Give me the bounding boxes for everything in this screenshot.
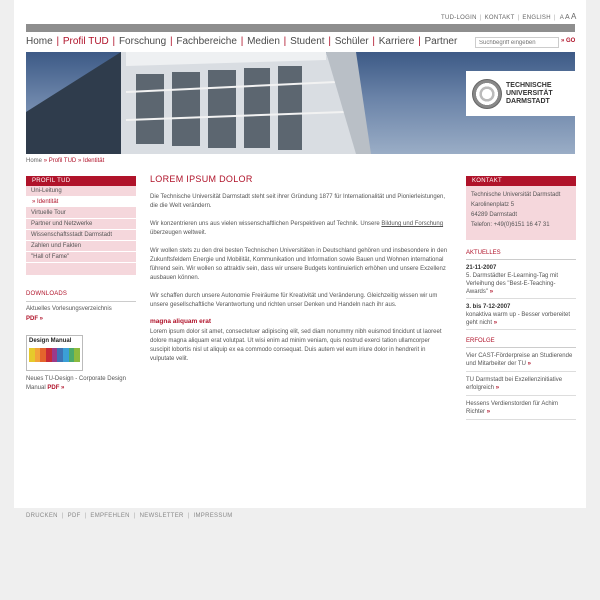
news-date: 21-11-2007 xyxy=(466,265,497,271)
erfolge-text: Vier CAST-Förderpreise an Studierende und Mitarbeiter der TU xyxy=(466,353,573,367)
logo-line-3: DARMSTADT xyxy=(506,97,550,105)
design-manual-title: Design Manual xyxy=(29,338,72,344)
news-item[interactable] xyxy=(466,299,576,330)
footer-link-newsletter[interactable]: NEWSLETTER xyxy=(139,513,184,519)
breadcrumb-current: Identität xyxy=(82,158,105,164)
main-content xyxy=(150,174,451,364)
contact-header: KONTAKT xyxy=(466,176,576,186)
sidebar-item-hall-of-fame[interactable]: "Hall of Fame" xyxy=(26,252,136,263)
footer-link-drucken[interactable]: DRUCKEN xyxy=(26,513,58,519)
news-text: 5. Darmstädter E-Learning-Tag mit Verleihung des "Best-E-Teaching-Awards" xyxy=(466,273,559,295)
sidebar-item-virtuelle-tour[interactable]: Virtuelle Tour xyxy=(26,208,136,219)
breadcrumb xyxy=(26,158,104,164)
font-size-medium-button[interactable]: A xyxy=(565,14,571,21)
logo-line-2: UNIVERSITÄT xyxy=(506,89,553,97)
contact-line: 64289 Darmstadt xyxy=(471,212,518,218)
footer-separator: | xyxy=(61,513,64,519)
design-manual-caption-text[interactable]: Neues TU-Design - Corporate Design Manual xyxy=(26,376,126,391)
header-bar xyxy=(26,24,575,32)
separator: | xyxy=(553,15,556,21)
paragraph-1: Die Technische Universität Darmstadt steht seit ihrer Gründung 1877 für Internationalität und Pionierleistungen, die die Welt verändern. xyxy=(150,194,446,209)
font-size-large-button[interactable]: A xyxy=(571,12,577,21)
news-item[interactable] xyxy=(466,260,576,299)
paragraph-3: Wir wollen stets zu den drei besten Technischen Universitäten in Deutschland gehören und insbesondere in den Zukunftsfeldern Energie und Mobilität, Kommunikation und Information sowie Bauen und Wohnen international führend sein. Wir wollen so attraktiv sein, dass wir unsere Budgets kontinuierlich erhöhen und unsere Exzellenz ausbauen können. xyxy=(150,248,448,281)
sidebar-item-partner[interactable]: Partner und Netzwerke xyxy=(26,219,136,230)
footer-nav xyxy=(26,513,233,519)
color-swatch xyxy=(74,348,80,362)
tud-login-link[interactable]: TUD-LOGIN xyxy=(441,15,477,21)
chevron-right-icon: » xyxy=(495,385,500,391)
nav-item-home[interactable]: Home xyxy=(26,36,53,47)
nav-separator: | xyxy=(237,36,247,47)
chevron-right-icon: » xyxy=(61,385,65,391)
nav-item-student[interactable]: Student xyxy=(290,36,325,47)
search-go-button[interactable]: » GO xyxy=(561,38,576,44)
erfolge-item[interactable] xyxy=(466,396,576,420)
nav-separator: | xyxy=(53,36,62,47)
chevron-right-icon: » xyxy=(486,409,491,415)
downloads-section xyxy=(26,290,136,322)
paragraph-4: Wir schaffen durch unsere Autonomie Freiräume für Kreativität und Veränderung. Gleichzeitig wissen wir um unsere gesellschaftliche Verantwortung und richten unser Denken und Handeln nach ihr aus. xyxy=(150,293,438,308)
search-input[interactable] xyxy=(475,37,559,48)
sidebar-item-wissenschaftsstadt[interactable]: Wissenschaftsstadt Darmstadt xyxy=(26,230,136,241)
left-sidebar-nav xyxy=(26,176,136,275)
nav-item-forschung[interactable]: Forschung xyxy=(118,36,167,47)
kontakt-link[interactable]: KONTAKT xyxy=(484,15,515,21)
erfolge-header: ERFOLGE xyxy=(466,338,576,348)
breadcrumb-profil[interactable]: Profil TUD xyxy=(48,158,77,164)
nav-separator: | xyxy=(280,36,290,47)
nav-item-partner[interactable]: Partner xyxy=(424,36,458,47)
sidebar-item-uni-leitung[interactable]: Uni-Leitung xyxy=(26,186,136,197)
nav-separator: | xyxy=(167,36,176,47)
nav-item-fachbereiche[interactable]: Fachbereiche xyxy=(176,36,237,47)
contact-line: Technische Universität Darmstadt xyxy=(471,192,561,198)
subheading: magna aliquam erat xyxy=(150,318,212,325)
paragraph-2-text-end: überzeugen weltweit. xyxy=(150,230,207,236)
paragraph-5: Lorem ipsum dolor sit amet, consectetuer adipiscing elit, sed diam nonummy nibh euismod tincidunt ut laoreet dolore magna aliquam erat volutpat. Ut wisi enim ad minim veniam, quis nostrud exerci tation ullamcorper suscipit lobortis nisl ut aliquip ex ea commodo consequat. Duis autem vel eum iriure dolor in hendrerit in vulputate velit. xyxy=(150,329,442,362)
sidebar-item-zahlen[interactable]: Zahlen und Fakten xyxy=(26,241,136,252)
breadcrumb-home[interactable]: Home xyxy=(26,158,43,164)
news-text: konaktiva warm up - Besser vorbereitet geht nicht xyxy=(466,312,571,326)
breadcrumb-separator: » xyxy=(43,158,48,164)
footer-link-impressum[interactable]: IMPRESSUM xyxy=(193,513,233,519)
design-manual-thumbnail[interactable] xyxy=(26,335,83,371)
aktuelles-header: AKTUELLES xyxy=(466,250,576,260)
nav-separator: | xyxy=(109,36,118,47)
footer-separator: | xyxy=(187,513,190,519)
left-nav-header: PROFIL TUD xyxy=(26,176,136,186)
downloads-header: DOWNLOADS xyxy=(26,291,68,297)
footer-link-pdf[interactable]: PDF xyxy=(67,513,81,519)
contact-line: Karolinenplatz 5 xyxy=(471,202,515,208)
erfolge-item[interactable] xyxy=(466,348,576,372)
sidebar-item-identitaet[interactable]: » Identität xyxy=(26,197,136,208)
erfolge-text: TU Darmstadt bei Exzellenzinitiative erfolgreich xyxy=(466,377,563,391)
design-manual-color-bars xyxy=(29,348,80,362)
downloads-pdf-link[interactable]: PDF xyxy=(26,316,38,322)
nav-item-medien[interactable]: Medien xyxy=(247,36,280,47)
downloads-vorlesungsverzeichnis-link[interactable]: Aktuelles Vorlesungsverzeichnis xyxy=(26,306,112,312)
nav-item-profil-tud[interactable]: Profil TUD xyxy=(62,36,109,47)
page-title: LOREM IPSUM DOLOR xyxy=(150,174,253,184)
footer-separator: | xyxy=(133,513,136,519)
chevron-right-icon: » xyxy=(493,320,498,326)
nav-item-sch-ler[interactable]: Schüler xyxy=(334,36,369,47)
hero-image xyxy=(26,52,575,154)
breadcrumb-separator: » xyxy=(77,158,82,164)
paragraph-2 xyxy=(150,220,451,238)
news-date: 3. bis 7-12-2007 xyxy=(466,304,511,310)
university-emblem-icon xyxy=(472,79,502,109)
nav-separator: | xyxy=(325,36,334,47)
tu-logo[interactable] xyxy=(466,71,575,116)
main-nav xyxy=(26,36,457,47)
footer-link-empfehlen[interactable]: EMPFEHLEN xyxy=(90,513,130,519)
utility-nav xyxy=(441,12,577,21)
bildung-forschung-link[interactable]: Bildung und Forschung xyxy=(381,221,444,227)
design-manual-pdf-link[interactable]: PDF xyxy=(47,385,60,391)
sidebar-filler xyxy=(26,263,136,275)
erfolge-text: Hessens Verdienstorden für Achim Richter xyxy=(466,401,559,415)
logo-line-1: TECHNISCHE xyxy=(506,81,552,89)
english-link[interactable]: ENGLISH xyxy=(522,15,551,21)
right-sidebar xyxy=(466,176,576,420)
separator: | xyxy=(479,15,482,21)
chevron-right-icon: » xyxy=(527,361,531,367)
nav-item-karriere[interactable]: Karriere xyxy=(378,36,415,47)
contact-phone: Telefon: +49(0)6151 16 47 31 xyxy=(471,222,550,228)
footer-separator: | xyxy=(84,513,87,519)
paragraph-2-text: Wir konzentrieren uns aus vielen wissenschaftlichen Perspektiven auf Technik. Unsere xyxy=(150,221,382,227)
design-manual-caption xyxy=(26,375,136,393)
chevron-right-icon: » xyxy=(39,316,44,322)
separator: | xyxy=(517,15,520,21)
nav-separator: | xyxy=(415,36,424,47)
chevron-right-icon: » xyxy=(489,289,494,295)
contact-box xyxy=(466,186,576,240)
erfolge-item[interactable] xyxy=(466,372,576,396)
nav-separator: | xyxy=(369,36,378,47)
font-size-small-button[interactable]: A xyxy=(559,15,565,21)
